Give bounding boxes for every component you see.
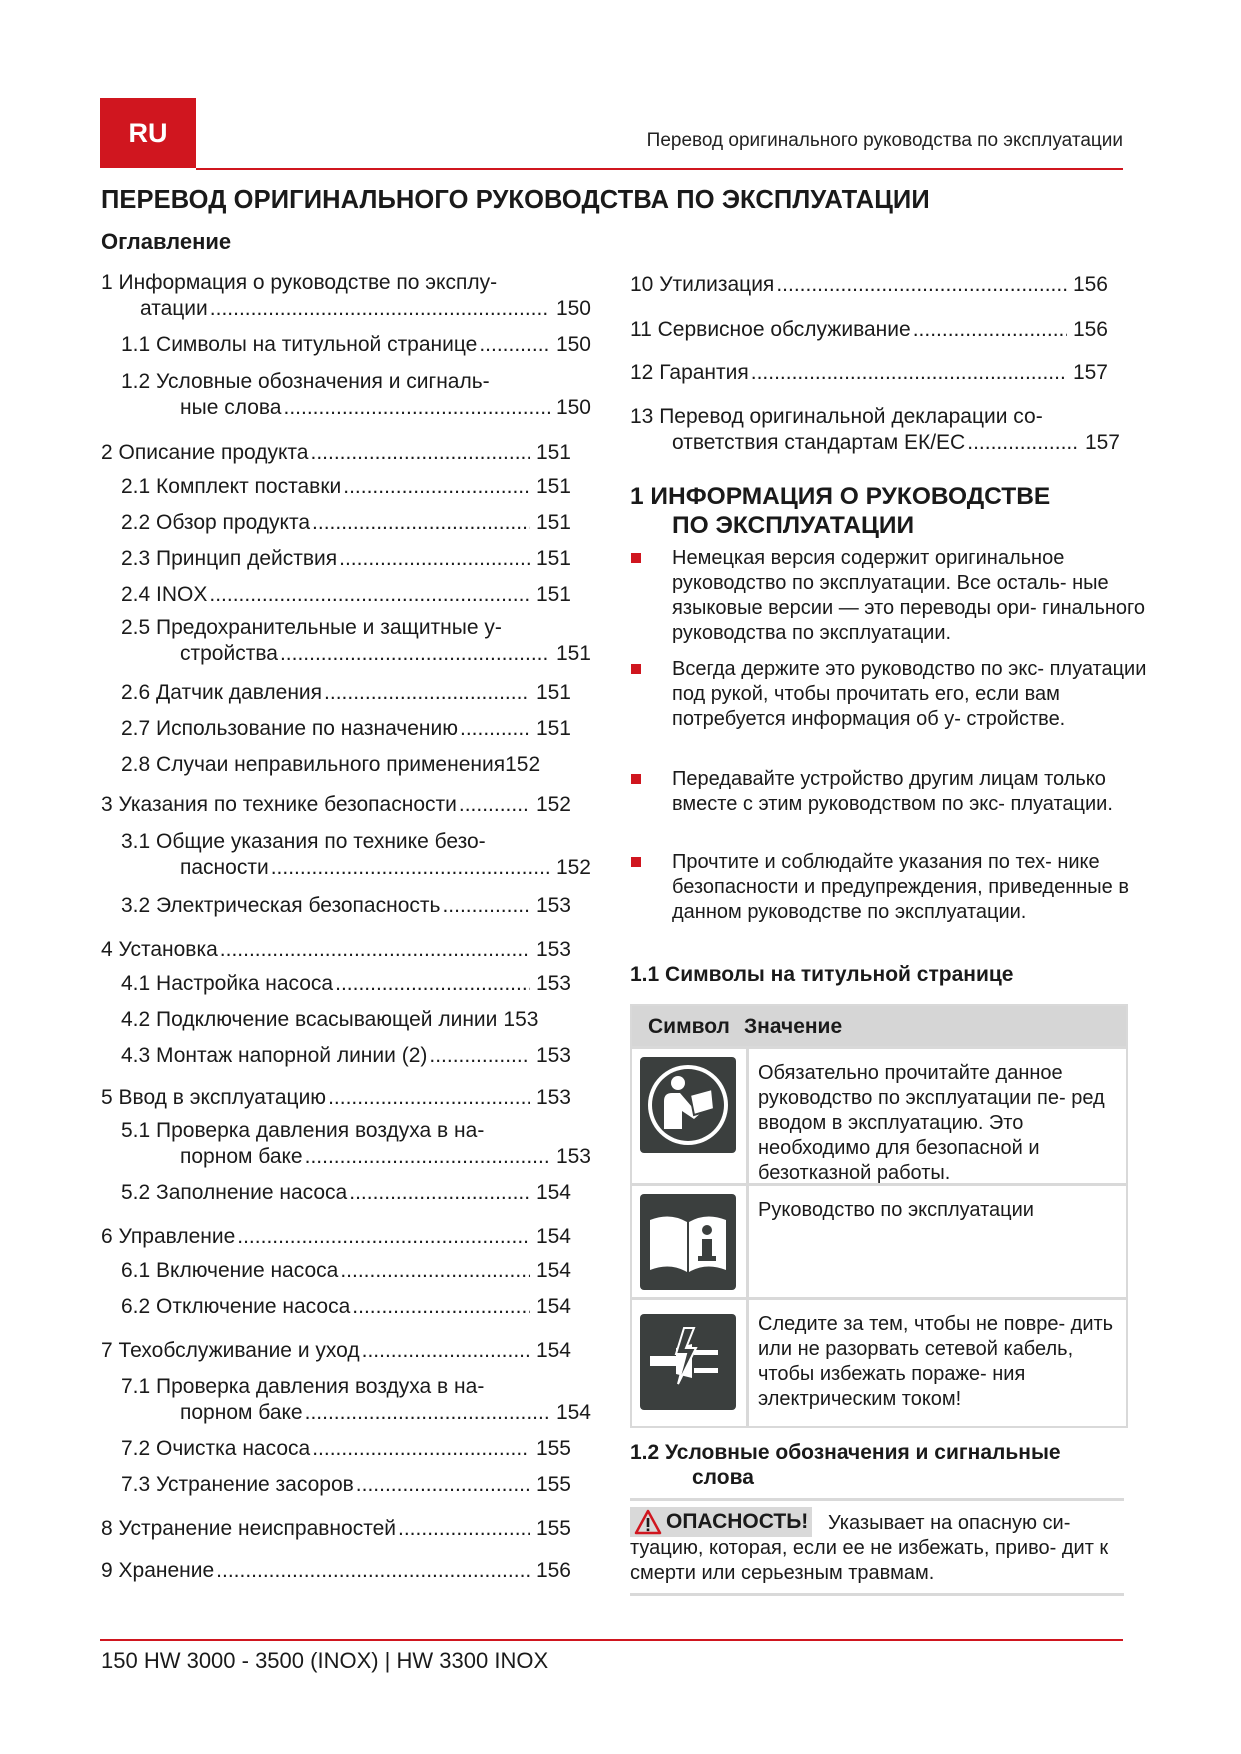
toc-entry-title-cont: порном баке — [180, 1401, 303, 1424]
toc-entry[interactable] — [121, 510, 571, 536]
toc-entry[interactable] — [121, 474, 571, 500]
subsection-heading — [630, 1440, 1061, 1490]
toc-entry[interactable] — [121, 1118, 591, 1170]
toc-entry-title: 5.1 Проверка давления воздуха в на- — [121, 1119, 485, 1142]
toc-entry-title: 4.2 Подключение всасывающей линии — [121, 1008, 498, 1031]
toc-entry[interactable] — [121, 971, 571, 997]
toc-entry[interactable] — [101, 1338, 571, 1364]
toc-entry-title: 2.2 Обзор продукта — [121, 511, 311, 534]
toc-page-number: 152 — [505, 753, 541, 776]
toc-entry-title: 4.3 Монтаж напорной линии (2) — [121, 1044, 428, 1067]
toc-page-number: 154 — [535, 1225, 571, 1248]
toc-entry[interactable] — [121, 1180, 571, 1206]
danger-notice — [630, 1498, 1124, 1596]
toc-entry-title: 5 Ввод в эксплуатацию — [101, 1086, 327, 1109]
toc-page-number: 151 — [535, 511, 571, 534]
bullet-item — [630, 767, 1172, 817]
toc-page-number: 154 — [535, 1259, 571, 1282]
danger-signal-word — [630, 1507, 812, 1537]
bullet-square-icon — [631, 664, 641, 674]
toc-entry[interactable] — [121, 615, 591, 667]
toc-entry-title: 5.2 Заполнение насоса — [121, 1181, 348, 1204]
toc-entry-title: 8 Устранение неисправностей — [101, 1517, 397, 1540]
toc-entry[interactable] — [121, 829, 591, 881]
toc-entry-title: 1.1 Символы на титульной странице — [121, 333, 478, 356]
toc-entry[interactable] — [101, 440, 571, 466]
section-heading-line2: ПО ЭКСПЛУАТАЦИИ — [672, 512, 915, 539]
toc-page-number: 152 — [535, 793, 571, 816]
toc-page-number: 151 — [535, 547, 571, 570]
toc-entry-title: 3.2 Электрическая безопасность — [121, 894, 441, 917]
toc-entry[interactable] — [121, 752, 591, 778]
toc-page-number: 156 — [535, 1559, 571, 1582]
running-header-title: Перевод оригинального руководства по эксплуатации — [646, 130, 1123, 151]
section-heading — [630, 482, 1050, 540]
toc-page-number: 151 — [535, 475, 571, 498]
toc-entry-title: 7.3 Устранение засоров — [121, 1473, 354, 1496]
subsection-heading-line2: слова — [692, 1466, 754, 1489]
toc-entry-title: 7.1 Проверка давления воздуха в на- — [121, 1375, 485, 1398]
toc-page-number: 155 — [535, 1437, 571, 1460]
toc-entry-title-cont: атации — [140, 297, 208, 320]
damaged-cable-icon — [640, 1314, 736, 1410]
toc-entry[interactable] — [630, 272, 1108, 298]
toc-entry-title: 3.1 Общие указания по технике безо- — [121, 830, 486, 853]
toc-page-number: 153 — [535, 1086, 571, 1109]
subsection-heading-line1: 1.2 Условные обозначения и сигнальные — [630, 1441, 1061, 1464]
toc-entry[interactable] — [121, 1294, 571, 1320]
toc-entry[interactable] — [121, 1007, 571, 1033]
column-header-symbol: Символ — [648, 1015, 730, 1038]
toc-page-number: 152 — [555, 856, 591, 879]
toc-entry[interactable] — [121, 332, 591, 358]
toc-entry-title: 2.1 Комплект поставки — [121, 475, 342, 498]
symbol-cell — [632, 1049, 749, 1186]
bullet-square-icon — [631, 553, 641, 563]
toc-entry-title: 2.8 Случаи неправильного применения — [121, 753, 506, 776]
header-divider — [196, 168, 1123, 170]
toc-page-number: 151 — [535, 717, 571, 740]
toc-entry-title: 11 Сервисное обслуживание — [630, 318, 911, 341]
document-title: ПЕРЕВОД ОРИГИНАЛЬНОГО РУКОВОДСТВА ПО ЭКСПЛУАТАЦИИ — [101, 186, 930, 214]
toc-entry-title-cont: ответствия стандартам ЕК/ЕС — [672, 431, 966, 454]
toc-entry[interactable] — [101, 937, 571, 963]
meaning-text: Следите за тем, чтобы не повре- дить или не разорвать сетевой кабель, чтобы избежать пораже- ния электрическим током! — [758, 1313, 1114, 1410]
toc-entry[interactable] — [101, 792, 571, 818]
toc-entry[interactable] — [121, 893, 571, 919]
bullet-square-icon — [631, 857, 641, 867]
table-row — [632, 1183, 1126, 1300]
toc-page-number: 157 — [1072, 361, 1108, 384]
toc-page-number: 153 — [555, 1145, 591, 1168]
toc-entry[interactable] — [121, 716, 571, 742]
toc-page-number: 150 — [555, 333, 591, 356]
danger-label-text: ОПАСНОСТЬ! — [666, 1510, 809, 1533]
toc-entry-title: 10 Утилизация — [630, 273, 775, 296]
manual-info-icon — [640, 1194, 736, 1290]
toc-page-number: 151 — [535, 441, 571, 464]
toc-page-number: 156 — [1072, 318, 1108, 341]
toc-entry-title: 12 Гарантия — [630, 361, 749, 384]
toc-entry-title: 7 Техобслуживание и уход — [101, 1339, 360, 1362]
toc-entry[interactable] — [121, 369, 591, 421]
read-manual-icon — [640, 1057, 736, 1153]
toc-entry-title: 2.6 Датчик давления — [121, 681, 323, 704]
toc-entry-title-cont: ные слова — [180, 396, 282, 419]
toc-entry-title: 4.1 Настройка насоса — [121, 972, 334, 995]
footer-divider — [100, 1639, 1123, 1641]
bullet-square-icon — [631, 774, 641, 784]
language-badge: RU — [100, 98, 196, 168]
table-row — [632, 1297, 1126, 1426]
danger-description: Указывает на опасную си- туацию, которая, если ее не избежать, приво- дит к смерти или серьезным травмам. — [630, 1512, 1109, 1584]
toc-entry-title: 2 Описание продукта — [101, 441, 309, 464]
footer-page-info: 150 HW 3000 - 3500 (INOX) | HW 3300 INOX — [101, 1648, 549, 1673]
toc-entry-title-cont: стройства — [180, 642, 278, 665]
toc-page-number: 153 — [535, 972, 571, 995]
bullet-text: Всегда держите это руководство по экс- плуатации под рукой, чтобы прочитать его, если вам потребуется информация об у- стройстве. — [672, 658, 1147, 730]
toc-page-number: 151 — [555, 642, 591, 665]
toc-entry-title: 1 Информация о руководстве по эксплу- — [101, 271, 498, 294]
toc-entry[interactable] — [121, 680, 571, 706]
toc-page-number: 150 — [555, 396, 591, 419]
column-header-meaning: Значение — [744, 1015, 843, 1038]
toc-entry[interactable] — [121, 1374, 591, 1426]
toc-entry-title: 6.1 Включение насоса — [121, 1259, 339, 1282]
toc-entry[interactable] — [121, 1436, 571, 1462]
toc-page-number: 155 — [535, 1517, 571, 1540]
toc-entry[interactable] — [630, 404, 1120, 456]
toc-entry[interactable] — [101, 1085, 571, 1111]
toc-entry-title: 7.2 Очистка насоса — [121, 1437, 311, 1460]
toc-entry-title: 4 Установка — [101, 938, 218, 961]
toc-entry[interactable] — [630, 317, 1108, 343]
toc-entry[interactable] — [121, 1472, 571, 1498]
symbol-cell — [632, 1186, 749, 1300]
toc-entry[interactable] — [101, 270, 591, 322]
subsection-heading: 1.1 Символы на титульной странице — [630, 963, 1014, 986]
symbol-table — [630, 1004, 1128, 1428]
toc-page-number: 154 — [535, 1339, 571, 1362]
toc-entry-title-cont: порном баке — [180, 1145, 303, 1168]
bullet-text: Немецкая версия содержит оригинальное руководство по эксплуатации. Все осталь- ные языковые версии — это переводы ори- гинального руководства по эксплуатации. — [672, 547, 1146, 644]
toc-page-number: 151 — [535, 583, 571, 606]
bullet-item — [630, 657, 1172, 732]
toc-page-number: 153 — [503, 1008, 539, 1031]
toc-entry-title: 6 Управление — [101, 1225, 236, 1248]
toc-page-number: 154 — [535, 1295, 571, 1318]
toc-entry-title: 9 Хранение — [101, 1559, 215, 1582]
toc-heading: Оглавление — [101, 229, 232, 254]
toc-entry[interactable] — [101, 1516, 571, 1542]
meaning-text: Руководство по эксплуатации — [758, 1199, 1034, 1221]
bullet-item — [630, 850, 1172, 925]
toc-entry[interactable] — [121, 546, 571, 572]
toc-page-number: 155 — [535, 1473, 571, 1496]
toc-entry-title-cont: пасности — [180, 856, 269, 879]
toc-entry[interactable] — [101, 1224, 571, 1250]
section-heading-line1: 1 ИНФОРМАЦИЯ О РУКОВОДСТВЕ — [630, 483, 1051, 510]
toc-entry-title: 2.7 Использование по назначению — [121, 717, 458, 740]
toc-page-number: 156 — [1072, 273, 1108, 296]
toc-entry-title: 6.2 Отключение насоса — [121, 1295, 351, 1318]
symbol-cell — [632, 1300, 749, 1426]
toc-page-number: 154 — [535, 1181, 571, 1204]
toc-entry[interactable] — [121, 582, 571, 608]
table-row — [632, 1046, 1126, 1186]
toc-page-number: 154 — [555, 1401, 591, 1424]
toc-entry[interactable] — [101, 1558, 571, 1584]
warning-triangle-icon — [634, 1509, 662, 1535]
table-header — [632, 1006, 1126, 1046]
toc-entry-title: 3 Указания по технике безопасности — [101, 793, 457, 816]
toc-page-number: 150 — [555, 297, 591, 320]
toc-entry[interactable] — [121, 1043, 571, 1069]
toc-entry-title: 1.2 Условные обозначения и сигналь- — [121, 370, 490, 393]
toc-entry[interactable] — [121, 1258, 571, 1284]
toc-entry-title: 2.3 Принцип действия — [121, 547, 338, 570]
toc-entry-title: 13 Перевод оригинальной декларации со- — [630, 405, 1043, 428]
bullet-text: Прочтите и соблюдайте указания по тех- нике безопасности и предупреждения, приведенные в данном руководстве по эксплуатации. — [672, 851, 1129, 923]
toc-page-number: 153 — [535, 894, 571, 917]
toc-page-number: 157 — [1084, 431, 1120, 454]
toc-page-number: 153 — [535, 938, 571, 961]
toc-page-number: 153 — [535, 1044, 571, 1067]
toc-entry-title: 2.5 Предохранительные и защитные у- — [121, 616, 502, 639]
bullet-item — [630, 546, 1172, 646]
toc-page-number: 151 — [535, 681, 571, 704]
toc-entry-title: 2.4 INOX — [121, 583, 208, 606]
meaning-text: Обязательно прочитайте данное руководство по эксплуатации пе- ред вводом в эксплуатацию. Это необходимо для безопасной и безотказной работы. — [758, 1062, 1105, 1184]
bullet-text: Передавайте устройство другим лицам только вместе с этим руководством по экс- плуатации. — [672, 768, 1113, 815]
toc-entry[interactable] — [630, 360, 1108, 386]
